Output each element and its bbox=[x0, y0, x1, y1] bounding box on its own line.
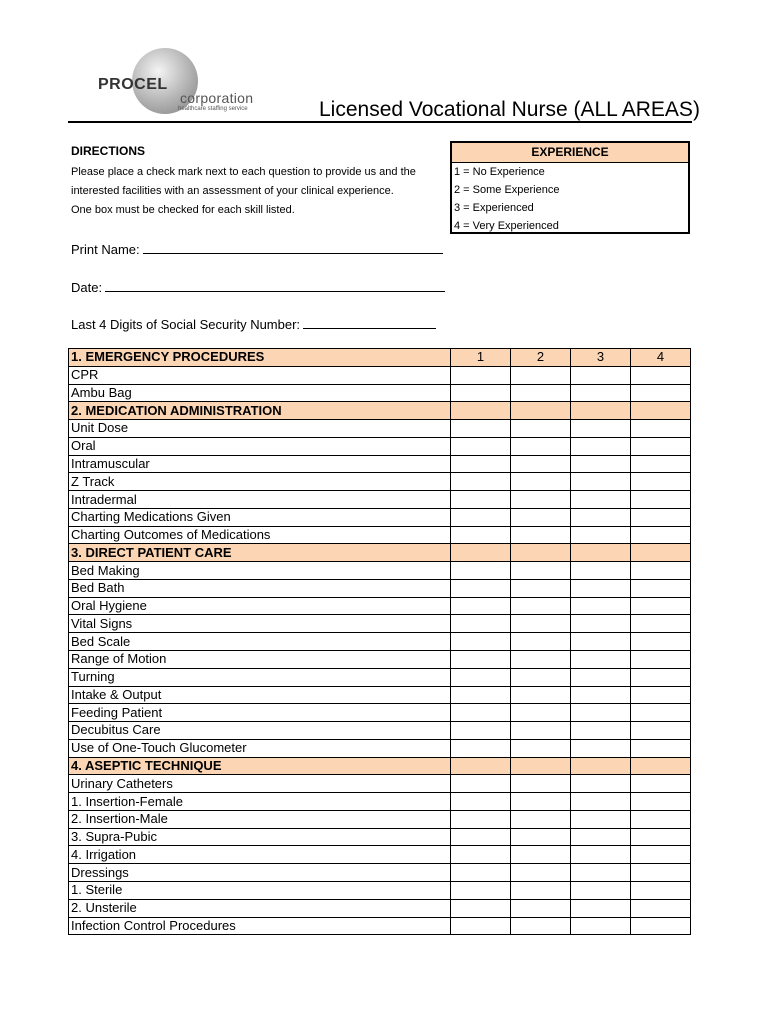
rating-checkbox-2[interactable] bbox=[511, 508, 571, 526]
rating-checkbox-4[interactable] bbox=[631, 881, 691, 899]
rating-checkbox-2[interactable] bbox=[511, 437, 571, 455]
rating-checkbox-2[interactable] bbox=[511, 810, 571, 828]
rating-column-header: 1 bbox=[451, 349, 511, 367]
logo-brand: PROCEL bbox=[98, 76, 168, 93]
experience-level: 1 = No Experience bbox=[454, 166, 545, 178]
rating-checkbox-1[interactable] bbox=[451, 420, 511, 438]
rating-checkbox-2[interactable] bbox=[511, 651, 571, 669]
section-title: 4. ASEPTIC TECHNIQUE bbox=[69, 757, 451, 775]
skill-label: Vital Signs bbox=[69, 615, 451, 633]
rating-checkbox-3[interactable] bbox=[571, 722, 631, 740]
rating-checkbox-4[interactable] bbox=[631, 526, 691, 544]
rating-checkbox-1[interactable] bbox=[451, 739, 511, 757]
skill-label: Bed Making bbox=[69, 562, 451, 580]
rating-checkbox-2[interactable] bbox=[511, 384, 571, 402]
date-line[interactable] bbox=[105, 277, 445, 292]
experience-level: 4 = Very Experienced bbox=[454, 220, 559, 232]
skill-row bbox=[69, 704, 691, 722]
rating-checkbox-3[interactable] bbox=[571, 366, 631, 384]
experience-level: 3 = Experienced bbox=[454, 202, 534, 214]
rating-checkbox-2[interactable] bbox=[511, 881, 571, 899]
rating-checkbox-2[interactable] bbox=[511, 491, 571, 509]
rating-checkbox-1[interactable] bbox=[451, 899, 511, 917]
rating-checkbox-2[interactable] bbox=[511, 704, 571, 722]
skill-label: 4. Irrigation bbox=[69, 846, 451, 864]
skill-row bbox=[69, 562, 691, 580]
rating-checkbox-3[interactable] bbox=[571, 526, 631, 544]
rating-checkbox-4[interactable] bbox=[631, 651, 691, 669]
skill-row bbox=[69, 668, 691, 686]
section-header-row bbox=[69, 757, 691, 775]
skill-label: 1. Sterile bbox=[69, 881, 451, 899]
rating-column-header: 3 bbox=[571, 349, 631, 367]
title-divider bbox=[68, 121, 692, 123]
rating-checkbox-3[interactable] bbox=[571, 420, 631, 438]
skill-row bbox=[69, 846, 691, 864]
rating-checkbox-3[interactable] bbox=[571, 668, 631, 686]
skill-row bbox=[69, 828, 691, 846]
skill-row bbox=[69, 384, 691, 402]
rating-checkbox-1[interactable] bbox=[451, 686, 511, 704]
rating-checkbox-1[interactable] bbox=[451, 828, 511, 846]
skill-row bbox=[69, 455, 691, 473]
rating-checkbox-3[interactable] bbox=[571, 437, 631, 455]
rating-checkbox-2[interactable] bbox=[511, 615, 571, 633]
rating-checkbox-1[interactable] bbox=[451, 597, 511, 615]
skill-row bbox=[69, 473, 691, 491]
directions-line: interested facilities with an assessment of your clinical experience. bbox=[71, 185, 394, 197]
rating-checkbox-4[interactable] bbox=[631, 455, 691, 473]
rating-checkbox-3[interactable] bbox=[571, 704, 631, 722]
rating-checkbox-4[interactable] bbox=[631, 704, 691, 722]
rating-checkbox-4[interactable] bbox=[631, 793, 691, 811]
rating-checkbox-4[interactable] bbox=[631, 562, 691, 580]
section-header-row bbox=[69, 544, 691, 562]
rating-checkbox-3[interactable] bbox=[571, 686, 631, 704]
rating-checkbox-2[interactable] bbox=[511, 633, 571, 651]
section-header-row bbox=[69, 402, 691, 420]
rating-checkbox-3[interactable] bbox=[571, 846, 631, 864]
skill-row bbox=[69, 775, 691, 793]
skill-label: Oral Hygiene bbox=[69, 597, 451, 615]
rating-checkbox-4[interactable] bbox=[631, 597, 691, 615]
directions-heading: DIRECTIONS bbox=[71, 144, 146, 158]
skill-row bbox=[69, 615, 691, 633]
skill-label: Dressings bbox=[69, 864, 451, 882]
rating-checkbox-4[interactable] bbox=[631, 579, 691, 597]
rating-checkbox-4[interactable] bbox=[631, 615, 691, 633]
skill-label: 2. Insertion-Male bbox=[69, 810, 451, 828]
rating-checkbox-1[interactable] bbox=[451, 775, 511, 793]
directions-line: One box must be checked for each skill listed. bbox=[71, 204, 295, 216]
section-header-cell bbox=[511, 544, 571, 562]
rating-checkbox-4[interactable] bbox=[631, 633, 691, 651]
rating-checkbox-3[interactable] bbox=[571, 455, 631, 473]
directions-line: Please place a check mark next to each question to provide us and the bbox=[71, 166, 416, 178]
ssn-label: Last 4 Digits of Social Security Number: bbox=[71, 317, 301, 332]
rating-checkbox-4[interactable] bbox=[631, 899, 691, 917]
rating-checkbox-3[interactable] bbox=[571, 384, 631, 402]
section-header-cell bbox=[451, 544, 511, 562]
skill-label: Z Track bbox=[69, 473, 451, 491]
rating-column-header: 4 bbox=[631, 349, 691, 367]
section-header-cell bbox=[451, 757, 511, 775]
skill-label: Intramuscular bbox=[69, 455, 451, 473]
rating-checkbox-2[interactable] bbox=[511, 420, 571, 438]
rating-checkbox-1[interactable] bbox=[451, 793, 511, 811]
section-header-cell bbox=[571, 757, 631, 775]
rating-checkbox-3[interactable] bbox=[571, 615, 631, 633]
rating-checkbox-2[interactable] bbox=[511, 775, 571, 793]
print-name-line[interactable] bbox=[143, 239, 443, 254]
skill-label: Infection Control Procedures bbox=[69, 917, 451, 935]
logo-corporation: corporation bbox=[180, 90, 254, 106]
skill-label: Feeding Patient bbox=[69, 704, 451, 722]
rating-checkbox-4[interactable] bbox=[631, 420, 691, 438]
experience-level: 2 = Some Experience bbox=[454, 184, 560, 196]
skill-label: Unit Dose bbox=[69, 420, 451, 438]
skill-label: 1. Insertion-Female bbox=[69, 793, 451, 811]
rating-checkbox-2[interactable] bbox=[511, 668, 571, 686]
rating-checkbox-3[interactable] bbox=[571, 473, 631, 491]
rating-checkbox-1[interactable] bbox=[451, 668, 511, 686]
rating-checkbox-2[interactable] bbox=[511, 579, 571, 597]
rating-checkbox-4[interactable] bbox=[631, 917, 691, 935]
rating-checkbox-3[interactable] bbox=[571, 651, 631, 669]
experience-legend bbox=[450, 141, 690, 234]
section-header-row bbox=[69, 349, 691, 367]
rating-checkbox-1[interactable] bbox=[451, 437, 511, 455]
form-title: Licensed Vocational Nurse (ALL AREAS) bbox=[319, 98, 700, 121]
skill-label: Intradermal bbox=[69, 491, 451, 509]
skill-label: Bed Scale bbox=[69, 633, 451, 651]
skill-label: Decubitus Care bbox=[69, 722, 451, 740]
rating-checkbox-3[interactable] bbox=[571, 828, 631, 846]
skill-row bbox=[69, 810, 691, 828]
rating-checkbox-3[interactable] bbox=[571, 899, 631, 917]
rating-checkbox-3[interactable] bbox=[571, 562, 631, 580]
print-name-field[interactable] bbox=[71, 239, 443, 257]
rating-checkbox-4[interactable] bbox=[631, 508, 691, 526]
skill-label: Charting Medications Given bbox=[69, 508, 451, 526]
skill-row bbox=[69, 899, 691, 917]
rating-checkbox-3[interactable] bbox=[571, 864, 631, 882]
rating-checkbox-1[interactable] bbox=[451, 491, 511, 509]
rating-checkbox-1[interactable] bbox=[451, 633, 511, 651]
rating-checkbox-2[interactable] bbox=[511, 793, 571, 811]
rating-checkbox-4[interactable] bbox=[631, 846, 691, 864]
rating-checkbox-4[interactable] bbox=[631, 473, 691, 491]
skill-label: 2. Unsterile bbox=[69, 899, 451, 917]
section-title: 3. DIRECT PATIENT CARE bbox=[69, 544, 451, 562]
skill-row bbox=[69, 491, 691, 509]
print-name-label: Print Name: bbox=[71, 242, 140, 257]
rating-checkbox-1[interactable] bbox=[451, 562, 511, 580]
rating-checkbox-3[interactable] bbox=[571, 881, 631, 899]
rating-checkbox-2[interactable] bbox=[511, 473, 571, 491]
section-header-cell bbox=[571, 544, 631, 562]
skill-row bbox=[69, 651, 691, 669]
rating-checkbox-3[interactable] bbox=[571, 810, 631, 828]
skill-row bbox=[69, 437, 691, 455]
rating-checkbox-1[interactable] bbox=[451, 455, 511, 473]
skill-label: CPR bbox=[69, 366, 451, 384]
rating-checkbox-4[interactable] bbox=[631, 828, 691, 846]
section-header-cell bbox=[511, 757, 571, 775]
skill-label: 3. Supra-Pubic bbox=[69, 828, 451, 846]
rating-checkbox-2[interactable] bbox=[511, 917, 571, 935]
rating-checkbox-1[interactable] bbox=[451, 651, 511, 669]
rating-checkbox-2[interactable] bbox=[511, 597, 571, 615]
skill-row bbox=[69, 633, 691, 651]
rating-checkbox-1[interactable] bbox=[451, 579, 511, 597]
skills-checklist bbox=[68, 348, 691, 935]
skill-row bbox=[69, 864, 691, 882]
skill-row bbox=[69, 579, 691, 597]
section-header-cell bbox=[451, 402, 511, 420]
rating-checkbox-2[interactable] bbox=[511, 366, 571, 384]
date-field[interactable] bbox=[71, 277, 445, 295]
skill-row bbox=[69, 793, 691, 811]
ssn-field[interactable] bbox=[71, 314, 436, 332]
rating-checkbox-3[interactable] bbox=[571, 793, 631, 811]
rating-checkbox-1[interactable] bbox=[451, 615, 511, 633]
rating-checkbox-2[interactable] bbox=[511, 526, 571, 544]
skill-label: Use of One-Touch Glucometer bbox=[69, 739, 451, 757]
rating-column-header: 2 bbox=[511, 349, 571, 367]
section-header-cell bbox=[631, 544, 691, 562]
rating-checkbox-1[interactable] bbox=[451, 366, 511, 384]
rating-checkbox-4[interactable] bbox=[631, 366, 691, 384]
rating-checkbox-1[interactable] bbox=[451, 473, 511, 491]
rating-checkbox-1[interactable] bbox=[451, 864, 511, 882]
rating-checkbox-1[interactable] bbox=[451, 846, 511, 864]
section-title: 2. MEDICATION ADMINISTRATION bbox=[69, 402, 451, 420]
rating-checkbox-1[interactable] bbox=[451, 722, 511, 740]
section-header-cell bbox=[511, 402, 571, 420]
rating-checkbox-3[interactable] bbox=[571, 775, 631, 793]
company-logo bbox=[94, 48, 284, 118]
rating-checkbox-4[interactable] bbox=[631, 437, 691, 455]
skill-row bbox=[69, 526, 691, 544]
skill-row bbox=[69, 739, 691, 757]
date-label: Date: bbox=[71, 280, 103, 295]
skill-label: Range of Motion bbox=[69, 651, 451, 669]
rating-checkbox-4[interactable] bbox=[631, 739, 691, 757]
rating-checkbox-4[interactable] bbox=[631, 491, 691, 509]
rating-checkbox-3[interactable] bbox=[571, 579, 631, 597]
rating-checkbox-1[interactable] bbox=[451, 508, 511, 526]
rating-checkbox-2[interactable] bbox=[511, 864, 571, 882]
rating-checkbox-2[interactable] bbox=[511, 739, 571, 757]
skill-row bbox=[69, 722, 691, 740]
rating-checkbox-3[interactable] bbox=[571, 633, 631, 651]
rating-checkbox-3[interactable] bbox=[571, 508, 631, 526]
skill-row bbox=[69, 881, 691, 899]
skill-label: Intake & Output bbox=[69, 686, 451, 704]
rating-checkbox-4[interactable] bbox=[631, 810, 691, 828]
skill-label: Bed Bath bbox=[69, 579, 451, 597]
rating-checkbox-2[interactable] bbox=[511, 828, 571, 846]
rating-checkbox-3[interactable] bbox=[571, 739, 631, 757]
rating-checkbox-4[interactable] bbox=[631, 668, 691, 686]
skill-label: Oral bbox=[69, 437, 451, 455]
rating-checkbox-1[interactable] bbox=[451, 704, 511, 722]
rating-checkbox-1[interactable] bbox=[451, 917, 511, 935]
skill-row bbox=[69, 686, 691, 704]
skill-row bbox=[69, 420, 691, 438]
rating-checkbox-2[interactable] bbox=[511, 899, 571, 917]
rating-checkbox-1[interactable] bbox=[451, 526, 511, 544]
section-header-cell bbox=[631, 402, 691, 420]
skill-label: Urinary Catheters bbox=[69, 775, 451, 793]
rating-checkbox-3[interactable] bbox=[571, 917, 631, 935]
rating-checkbox-4[interactable] bbox=[631, 722, 691, 740]
skill-label: Charting Outcomes of Medications bbox=[69, 526, 451, 544]
rating-checkbox-1[interactable] bbox=[451, 384, 511, 402]
experience-heading: EXPERIENCE bbox=[452, 143, 688, 163]
section-title: 1. EMERGENCY PROCEDURES bbox=[69, 349, 451, 367]
rating-checkbox-4[interactable] bbox=[631, 775, 691, 793]
rating-checkbox-2[interactable] bbox=[511, 686, 571, 704]
rating-checkbox-4[interactable] bbox=[631, 864, 691, 882]
skill-row bbox=[69, 508, 691, 526]
rating-checkbox-1[interactable] bbox=[451, 881, 511, 899]
section-header-cell bbox=[571, 402, 631, 420]
ssn-line[interactable] bbox=[303, 314, 436, 329]
skill-row bbox=[69, 917, 691, 935]
skill-label: Turning bbox=[69, 668, 451, 686]
rating-checkbox-3[interactable] bbox=[571, 597, 631, 615]
section-header-cell bbox=[631, 757, 691, 775]
rating-checkbox-1[interactable] bbox=[451, 810, 511, 828]
rating-checkbox-2[interactable] bbox=[511, 455, 571, 473]
rating-checkbox-2[interactable] bbox=[511, 562, 571, 580]
rating-checkbox-2[interactable] bbox=[511, 722, 571, 740]
logo-tagline: healthcare staffing service bbox=[178, 106, 248, 112]
skill-row bbox=[69, 597, 691, 615]
rating-checkbox-2[interactable] bbox=[511, 846, 571, 864]
rating-checkbox-4[interactable] bbox=[631, 686, 691, 704]
rating-checkbox-4[interactable] bbox=[631, 384, 691, 402]
rating-checkbox-3[interactable] bbox=[571, 491, 631, 509]
skill-row bbox=[69, 366, 691, 384]
skill-label: Ambu Bag bbox=[69, 384, 451, 402]
